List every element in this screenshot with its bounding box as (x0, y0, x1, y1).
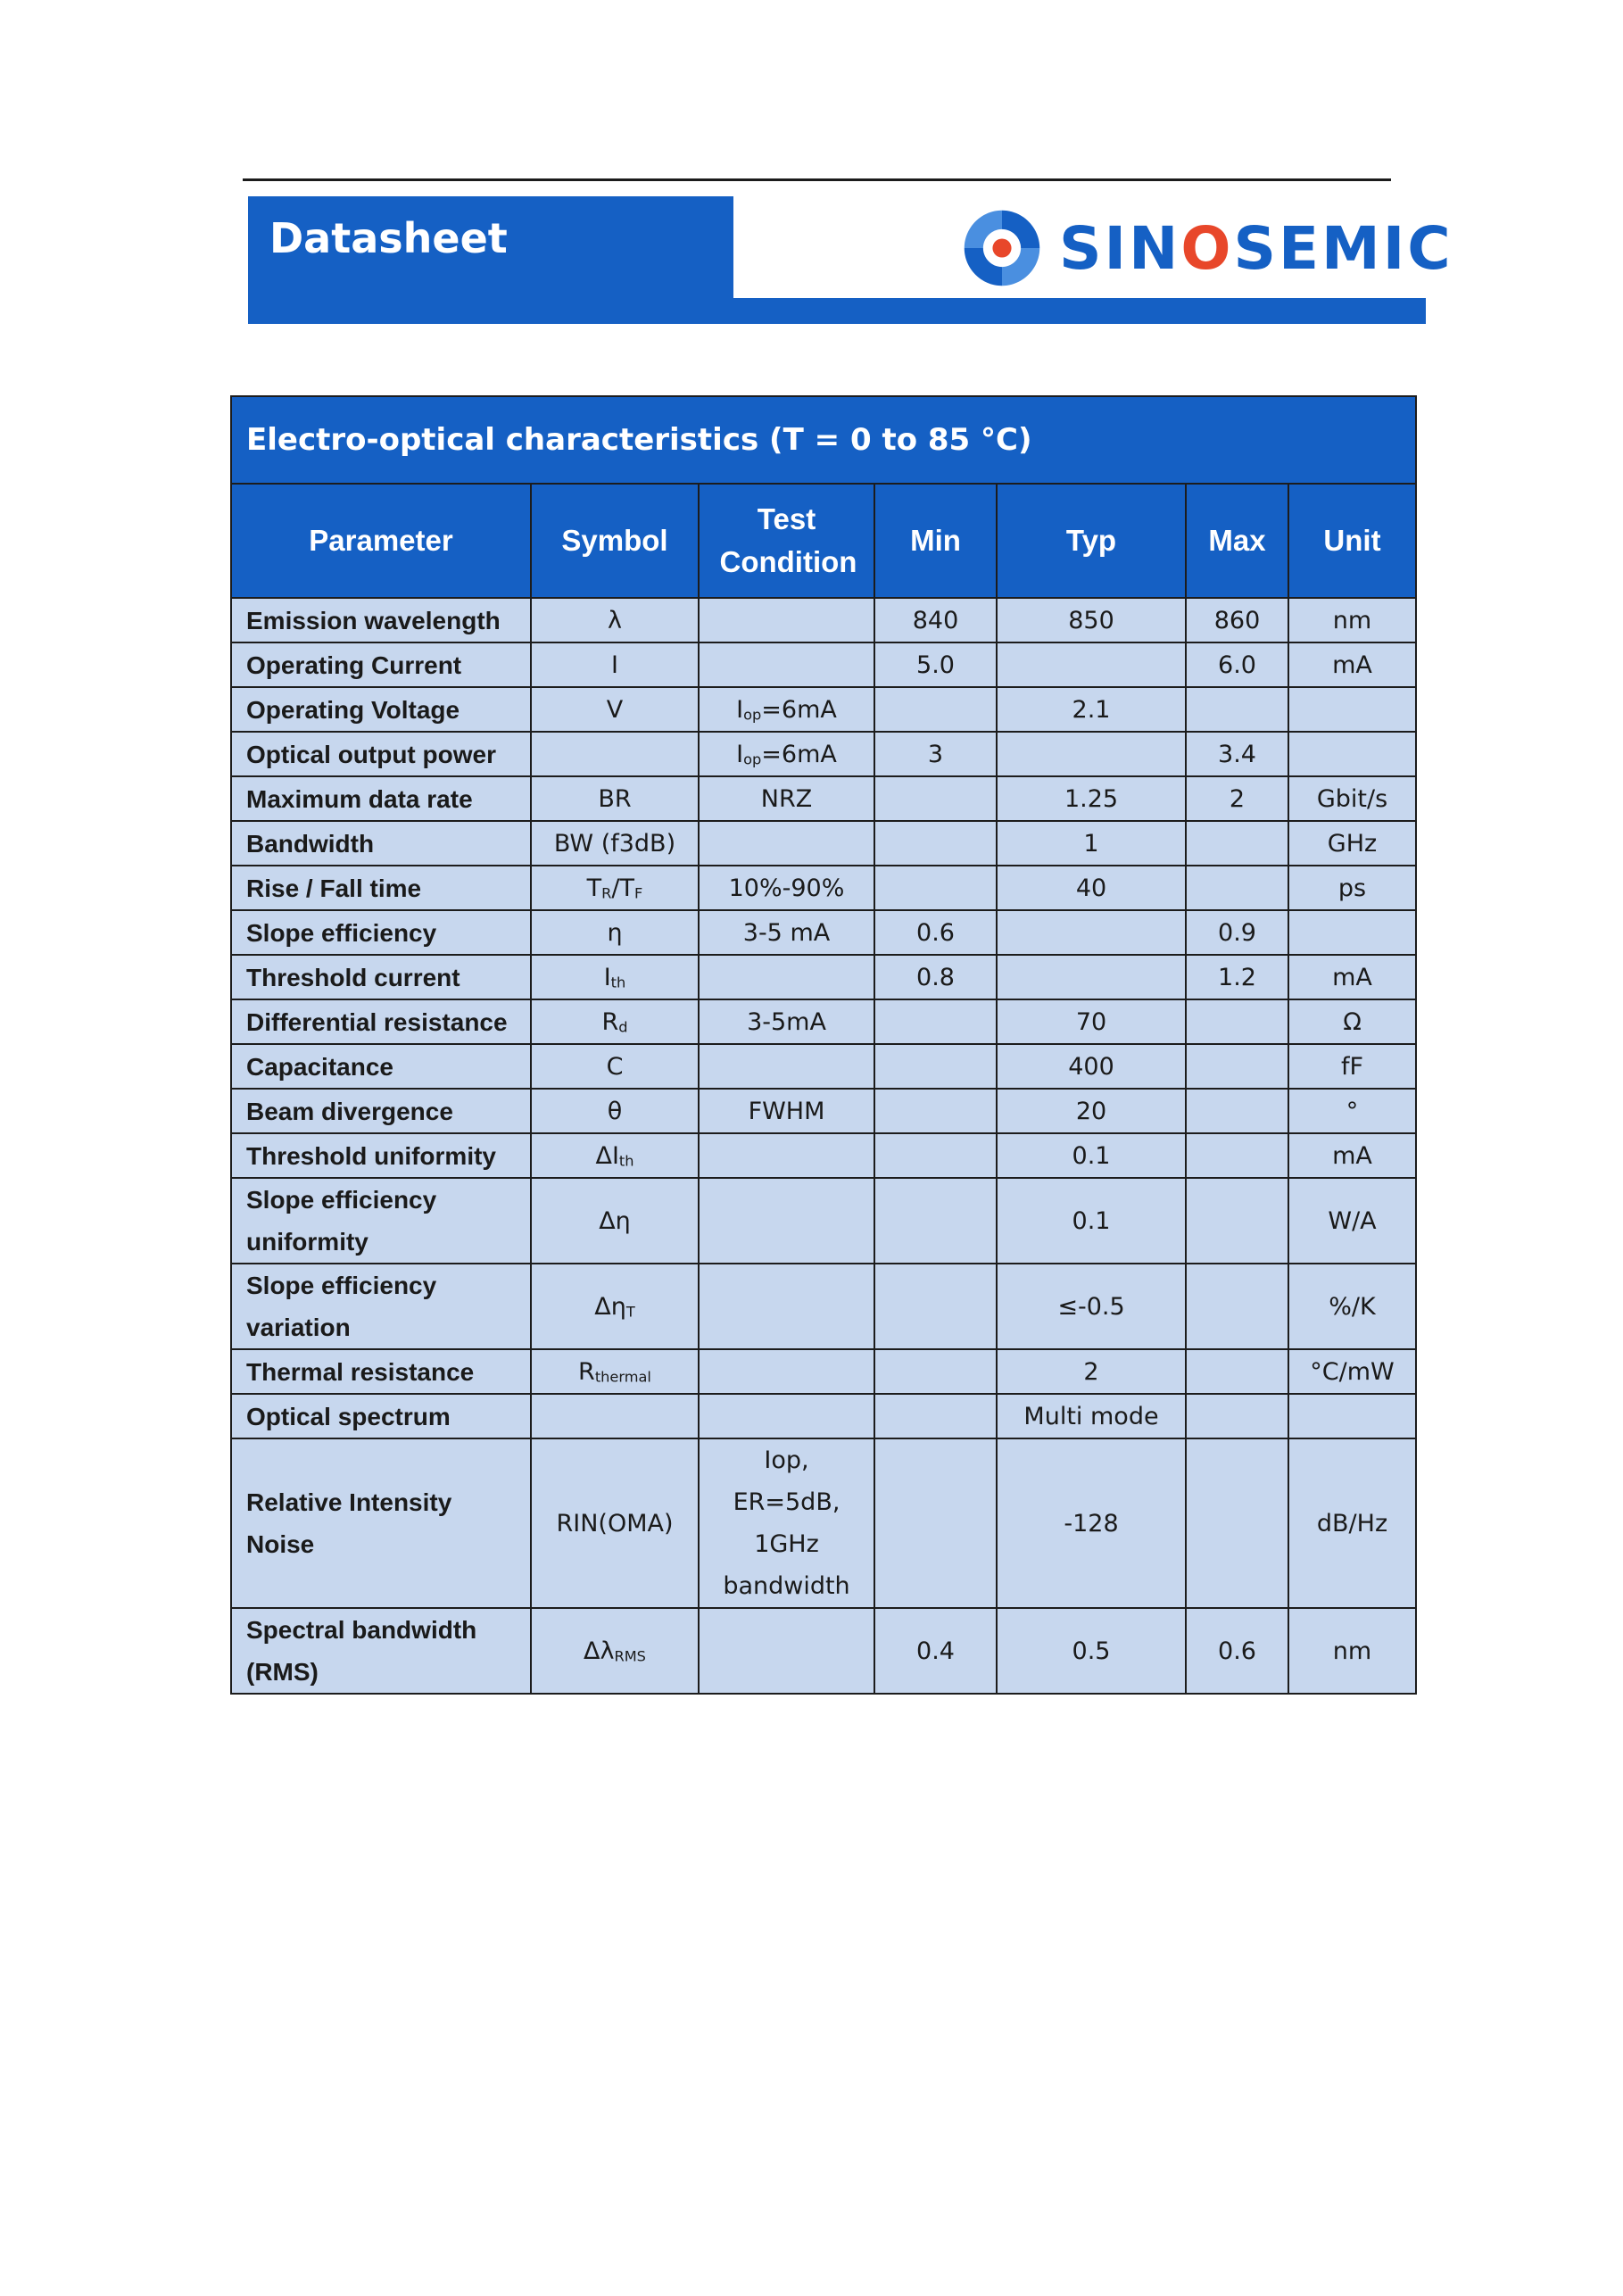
table-row (231, 1133, 1416, 1178)
col-header-unit: Unit (1288, 484, 1416, 598)
col-header-test-condition-text: Test Condition (719, 502, 857, 578)
unit-cell: mA (1288, 642, 1416, 687)
symbol-cell: θ (531, 1089, 699, 1133)
unit-cell: fF (1288, 1044, 1416, 1089)
symbol-cell: Δη (531, 1178, 699, 1264)
param-cell: Optical spectrum (231, 1394, 531, 1438)
min-cell (874, 1394, 997, 1438)
condition-cell (699, 1608, 874, 1694)
header-rule (243, 178, 1391, 181)
max-cell (1186, 1133, 1288, 1178)
min-cell: 0.8 (874, 955, 997, 999)
header-band-stripe (248, 298, 1426, 324)
typ-cell: 1.25 (997, 776, 1186, 821)
symbol-cell (531, 732, 699, 776)
max-cell: 2 (1186, 776, 1288, 821)
typ-cell: 2 (997, 1349, 1186, 1394)
param-cell: Emission wavelength (231, 598, 531, 642)
param-cell: Optical output power (231, 732, 531, 776)
typ-cell: -128 (997, 1438, 1186, 1608)
param-cell: Operating Voltage (231, 687, 531, 732)
param-cell: Bandwidth (231, 821, 531, 866)
min-cell (874, 1044, 997, 1089)
param-cell: Differential resistance (231, 999, 531, 1044)
unit-cell: ps (1288, 866, 1416, 910)
table-row (231, 776, 1416, 821)
typ-cell: 0.1 (997, 1133, 1186, 1178)
unit-cell: dB/Hz (1288, 1438, 1416, 1608)
max-cell (1186, 1264, 1288, 1349)
typ-cell: 400 (997, 1044, 1186, 1089)
condition-cell: NRZ (699, 776, 874, 821)
typ-cell: ≤-0.5 (997, 1264, 1186, 1349)
condition-cell: 3-5 mA (699, 910, 874, 955)
param-cell: Threshold uniformity (231, 1133, 531, 1178)
table-row (231, 1608, 1416, 1694)
param-cell: Relative Intensity Noise (231, 1438, 531, 1608)
unit-cell (1288, 910, 1416, 955)
max-cell (1186, 1089, 1288, 1133)
col-header-parameter: Parameter (231, 484, 531, 598)
table-row (231, 1178, 1416, 1264)
max-cell: 6.0 (1186, 642, 1288, 687)
unit-cell: Gbit/s (1288, 776, 1416, 821)
condition-cell (699, 642, 874, 687)
table-row (231, 642, 1416, 687)
typ-cell (997, 955, 1186, 999)
col-header-min: Min (874, 484, 997, 598)
symbol-cell: ΔηT (531, 1264, 699, 1349)
param-cell: Rise / Fall time (231, 866, 531, 910)
max-cell (1186, 1178, 1288, 1264)
condition-cell: Iop=6mA (699, 732, 874, 776)
unit-cell: %/K (1288, 1264, 1416, 1349)
symbol-cell: C (531, 1044, 699, 1089)
table-row (231, 955, 1416, 999)
max-cell: 0.6 (1186, 1608, 1288, 1694)
symbol-cell: η (531, 910, 699, 955)
max-cell: 860 (1186, 598, 1288, 642)
col-header-max: Max (1186, 484, 1288, 598)
unit-cell: °C/mW (1288, 1349, 1416, 1394)
typ-cell: 1 (997, 821, 1186, 866)
min-cell: 0.6 (874, 910, 997, 955)
symbol-cell: RIN(OMA) (531, 1438, 699, 1608)
typ-cell: 0.5 (997, 1608, 1186, 1694)
min-cell (874, 1438, 997, 1608)
symbol-cell: Ith (531, 955, 699, 999)
min-cell (874, 1349, 997, 1394)
min-cell (874, 776, 997, 821)
min-cell (874, 687, 997, 732)
symbol-cell: ΔIth (531, 1133, 699, 1178)
unit-cell: nm (1288, 598, 1416, 642)
unit-cell: Ω (1288, 999, 1416, 1044)
param-cell: Maximum data rate (231, 776, 531, 821)
table-row (231, 598, 1416, 642)
typ-cell: 850 (997, 598, 1186, 642)
typ-cell (997, 732, 1186, 776)
param-cell: Threshold current (231, 955, 531, 999)
unit-cell: W/A (1288, 1178, 1416, 1264)
max-cell: 1.2 (1186, 955, 1288, 999)
symbol-cell: Rd (531, 999, 699, 1044)
unit-cell: GHz (1288, 821, 1416, 866)
condition-cell: 3-5mA (699, 999, 874, 1044)
max-cell (1186, 1394, 1288, 1438)
symbol-cell: V (531, 687, 699, 732)
min-cell: 3 (874, 732, 997, 776)
condition-cell (699, 1394, 874, 1438)
table-row (231, 1394, 1416, 1438)
typ-cell: Multi mode (997, 1394, 1186, 1438)
condition-cell (699, 1349, 874, 1394)
min-cell (874, 821, 997, 866)
max-cell (1186, 1349, 1288, 1394)
table-row (231, 1264, 1416, 1349)
min-cell: 5.0 (874, 642, 997, 687)
symbol-cell (531, 1394, 699, 1438)
condition-cell (699, 1178, 874, 1264)
min-cell (874, 1133, 997, 1178)
unit-cell (1288, 732, 1416, 776)
condition-cell: Iop, ER=5dB, 1GHz bandwidth (699, 1438, 874, 1608)
symbol-cell: BW (f3dB) (531, 821, 699, 866)
param-cell: Slope efficiency variation (231, 1264, 531, 1349)
typ-cell (997, 910, 1186, 955)
min-cell (874, 1178, 997, 1264)
param-cell: Thermal resistance (231, 1349, 531, 1394)
unit-cell: mA (1288, 955, 1416, 999)
logo-wordmark: SINOSEMIC (1059, 213, 1453, 283)
page-title: Datasheet (269, 214, 508, 262)
symbol-cell: BR (531, 776, 699, 821)
table-row (231, 1438, 1416, 1608)
param-cell: Capacitance (231, 1044, 531, 1089)
condition-cell: Iop=6mA (699, 687, 874, 732)
max-cell: 0.9 (1186, 910, 1288, 955)
max-cell (1186, 999, 1288, 1044)
max-cell (1186, 687, 1288, 732)
symbol-cell: TR/TF (531, 866, 699, 910)
logo-swirl-icon (959, 205, 1045, 291)
min-cell: 840 (874, 598, 997, 642)
min-cell: 0.4 (874, 1608, 997, 1694)
table-row (231, 821, 1416, 866)
min-cell (874, 1264, 997, 1349)
unit-cell (1288, 687, 1416, 732)
max-cell: 3.4 (1186, 732, 1288, 776)
typ-cell (997, 642, 1186, 687)
symbol-cell: ΔλRMS (531, 1608, 699, 1694)
max-cell (1186, 866, 1288, 910)
table-row (231, 732, 1416, 776)
param-cell: Slope efficiency uniformity (231, 1178, 531, 1264)
electro-optical-table (230, 395, 1417, 1695)
company-logo (959, 203, 1453, 293)
max-cell (1186, 1438, 1288, 1608)
min-cell (874, 1089, 997, 1133)
min-cell (874, 866, 997, 910)
col-header-symbol: Symbol (531, 484, 699, 598)
typ-cell: 40 (997, 866, 1186, 910)
col-header-typ: Typ (997, 484, 1186, 598)
table-row (231, 1044, 1416, 1089)
param-cell: Operating Current (231, 642, 531, 687)
symbol-cell: I (531, 642, 699, 687)
table-row (231, 866, 1416, 910)
table-row (231, 687, 1416, 732)
min-cell (874, 999, 997, 1044)
condition-cell (699, 955, 874, 999)
unit-cell: mA (1288, 1133, 1416, 1178)
unit-cell: nm (1288, 1608, 1416, 1694)
table-row (231, 1089, 1416, 1133)
max-cell (1186, 1044, 1288, 1089)
unit-cell: ° (1288, 1089, 1416, 1133)
typ-cell: 70 (997, 999, 1186, 1044)
symbol-cell: Rthermal (531, 1349, 699, 1394)
table-caption: Electro-optical characteristics (T = 0 to 85 °C) (231, 396, 1416, 484)
condition-cell: 10%-90% (699, 866, 874, 910)
max-cell (1186, 821, 1288, 866)
unit-cell (1288, 1394, 1416, 1438)
condition-cell (699, 1264, 874, 1349)
param-cell: Slope efficiency (231, 910, 531, 955)
typ-cell: 20 (997, 1089, 1186, 1133)
table-row (231, 999, 1416, 1044)
typ-cell: 2.1 (997, 687, 1186, 732)
condition-cell: FWHM (699, 1089, 874, 1133)
condition-cell (699, 1044, 874, 1089)
condition-cell (699, 598, 874, 642)
table-row (231, 910, 1416, 955)
symbol-cell: λ (531, 598, 699, 642)
param-cell: Beam divergence (231, 1089, 531, 1133)
condition-cell (699, 821, 874, 866)
col-header-test-condition (699, 484, 874, 598)
table-row (231, 1349, 1416, 1394)
condition-cell (699, 1133, 874, 1178)
param-cell: Spectral bandwidth (RMS) (231, 1608, 531, 1694)
typ-cell: 0.1 (997, 1178, 1186, 1264)
